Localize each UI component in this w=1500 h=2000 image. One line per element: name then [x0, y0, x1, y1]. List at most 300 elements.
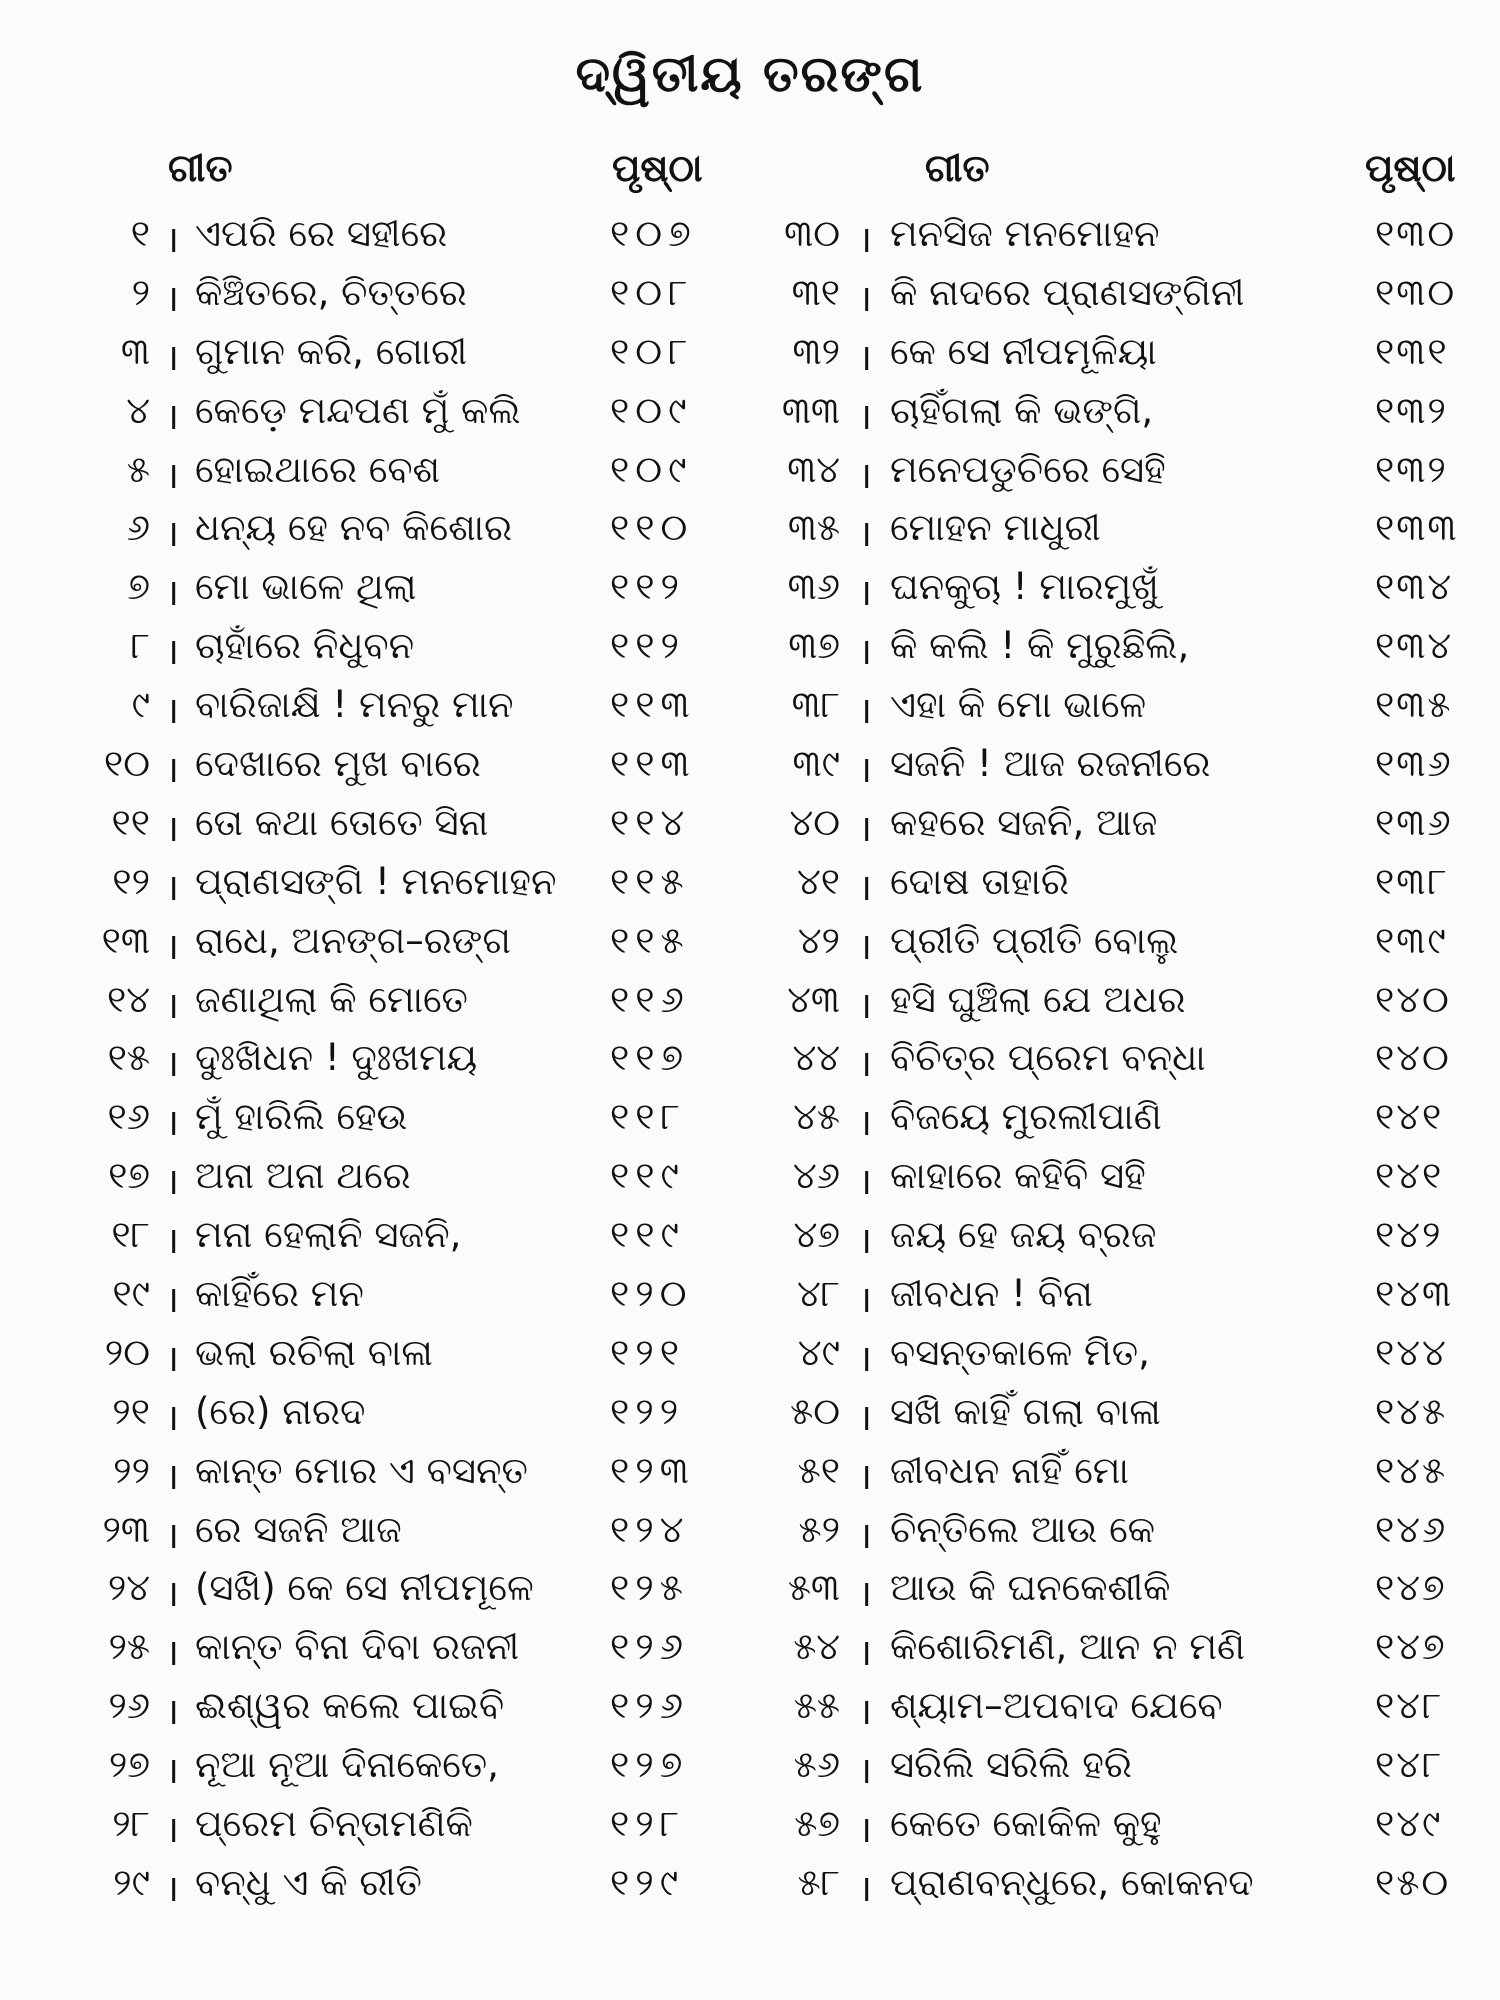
- toc-entry: [760, 1558, 1490, 1617]
- entry-page-number: ୧୨୭: [610, 1743, 689, 1787]
- entry-song-title: ଚାହିଁଗଲା କି ଭଙ୍ଗି,: [890, 388, 1154, 432]
- entry-number: ୨୧: [112, 1389, 150, 1433]
- toc-entry: [40, 440, 770, 499]
- entry-page-number: ୧୦୯: [610, 447, 693, 491]
- entry-song-title: ସଖି କାହିଁ ଗଲା ବାଳା: [890, 1389, 1161, 1433]
- entry-song-title: ଚାହାଁରେ ନିଧୁବନ: [195, 624, 415, 668]
- entry-song-title: ପ୍ରେମ ଚିନ୍ତାମଣିକି: [195, 1802, 473, 1846]
- toc-entry: [760, 911, 1490, 970]
- entry-number: ୩୮: [791, 683, 840, 727]
- entry-separator: ।: [858, 983, 873, 1027]
- toc-entry: [40, 1264, 770, 1323]
- entry-page-number: ୧୧୪: [610, 800, 691, 844]
- toc-entry: [40, 204, 770, 263]
- entry-page-number: ୧୩୦: [1375, 212, 1457, 255]
- entry-number: ୧୬: [107, 1095, 150, 1139]
- entry-page-number: ୧୧୯: [610, 1154, 685, 1198]
- toc-entry: [760, 204, 1490, 263]
- toc-entry: [760, 381, 1490, 440]
- entry-separator: ।: [858, 276, 873, 320]
- toc-entry: [40, 322, 770, 381]
- entry-page-number: ୧୩୬: [1375, 800, 1453, 844]
- entry-page-number: ୧୪୭: [1375, 1625, 1447, 1669]
- entry-number: ୪୨: [797, 918, 840, 962]
- entry-song-title: ଅନା ଅନା ଥରେ: [195, 1154, 411, 1198]
- entry-page-number: ୧୪୫: [1375, 1389, 1448, 1433]
- toc-entry: [760, 1500, 1490, 1559]
- entry-song-title: ଦୋଷ ତାହାରି: [890, 859, 1069, 903]
- entry-song-title: ମୁଁ ହାରିଲି ହେଉ: [195, 1095, 408, 1139]
- entry-page-number: ୧୧୩: [610, 683, 696, 727]
- entry-number: ୫୧: [797, 1448, 840, 1492]
- entry-separator: ।: [165, 1160, 180, 1204]
- toc-entry: [760, 1676, 1490, 1735]
- entry-separator: ।: [165, 1808, 180, 1852]
- entry-page-number: ୧୨୯: [610, 1860, 685, 1904]
- toc-entry: [40, 1323, 770, 1382]
- toc-entry: [40, 1676, 770, 1735]
- toc-entry: [760, 1735, 1490, 1794]
- entry-song-title: ସରିଲି ସରିଲି ହରି: [890, 1743, 1132, 1787]
- entry-number: ୪: [126, 388, 150, 432]
- toc-entry: [40, 1087, 770, 1146]
- entry-number: ୫୪: [793, 1625, 840, 1669]
- entry-song-title: କେଡ଼େ ମନ୍ଦପଣ ମୁଁ କଲି: [195, 388, 521, 432]
- entry-number: ୭: [127, 565, 150, 609]
- toc-entry: [40, 1146, 770, 1205]
- toc-entry: [760, 852, 1490, 911]
- entry-separator: ।: [165, 218, 180, 261]
- entry-song-title: ତୋ କଥା ତୋତେ ସିନା: [195, 800, 489, 844]
- entry-page-number: ୧୧୨: [610, 624, 685, 668]
- entry-number: ୩୫: [787, 506, 840, 550]
- entry-page-number: ୧୦୮: [610, 270, 694, 314]
- entry-number: ୩: [120, 329, 150, 373]
- entry-page-number: ୧୩୨: [1375, 447, 1448, 491]
- entry-separator: ।: [858, 630, 873, 674]
- entry-page-number: ୧୨୧: [610, 1330, 685, 1374]
- entry-page-number: ୧୪୦: [1375, 977, 1451, 1021]
- toc-entry: [40, 734, 770, 793]
- entry-separator: ।: [858, 1278, 873, 1322]
- entry-separator: ।: [165, 276, 180, 320]
- entry-number: ୧୧: [111, 800, 150, 844]
- entry-separator: ।: [165, 1866, 180, 1910]
- entry-song-title: ହସି ଘୁଞ୍ଚିଲା ଯେ ଅଧର: [890, 977, 1186, 1021]
- entry-song-title: ମୋ ଭାଳେ ଥିଲା: [195, 565, 417, 609]
- entry-number: ୪୯: [797, 1330, 840, 1374]
- toc-entry: [40, 1853, 770, 1912]
- entry-separator: ।: [858, 335, 873, 379]
- toc-entry: [760, 1264, 1490, 1323]
- toc-entry: [760, 263, 1490, 322]
- entry-number: ୧୭: [108, 1154, 150, 1198]
- entry-number: ୨୦: [104, 1330, 150, 1374]
- entry-page-number: ୧୦୭: [610, 212, 697, 255]
- toc-entry: [40, 616, 770, 675]
- entry-separator: ।: [165, 1572, 180, 1616]
- entry-page-number: ୧୪୭: [1375, 1566, 1447, 1610]
- toc-entry: [760, 1323, 1490, 1382]
- entry-separator: ।: [858, 453, 873, 497]
- entry-number: ୨୮: [112, 1802, 150, 1846]
- entry-page-number: ୧୫୦: [1375, 1860, 1451, 1904]
- toc-entry: [760, 440, 1490, 499]
- entry-song-title: ବିଚିତ୍ର ପ୍ରେମ ବନ୍ଧା: [890, 1036, 1206, 1080]
- column-header: [40, 140, 770, 204]
- toc-entry: [760, 1146, 1490, 1205]
- entry-separator: ।: [165, 1278, 180, 1322]
- toc-entry: [760, 1441, 1490, 1500]
- entry-separator: ।: [858, 1808, 873, 1852]
- toc-entry: [760, 557, 1490, 616]
- entry-separator: ।: [858, 806, 873, 850]
- toc-list: [40, 204, 770, 1912]
- entry-separator: ।: [165, 630, 180, 674]
- entry-number: ୪୬: [793, 1154, 840, 1198]
- page-header: ପୃଷ୍ଠା: [612, 146, 703, 190]
- entry-number: ୧୪: [107, 977, 150, 1021]
- entry-song-title: ଦୁଃଖିଧନ ! ଦୁଃଖମୟ: [195, 1036, 478, 1080]
- entry-page-number: ୧୪୬: [1375, 1507, 1448, 1551]
- entry-number: ୨୫: [108, 1625, 150, 1669]
- toc-entry: [760, 793, 1490, 852]
- entry-page-number: ୧୪୧: [1375, 1154, 1444, 1198]
- entry-page-number: ୧୨୮: [610, 1802, 686, 1846]
- entry-page-number: ୧୦୮: [610, 329, 694, 373]
- entry-separator: ।: [165, 571, 180, 615]
- entry-separator: ।: [858, 1160, 873, 1204]
- entry-song-title: ବନ୍ଧୁ ଏ କି ରୀତି: [195, 1860, 422, 1904]
- entry-song-title: ସଜନି ! ଆଜ ରଜନୀରେ: [890, 742, 1211, 786]
- entry-page-number: ୧୧୮: [610, 1095, 686, 1139]
- entry-song-title: ପ୍ରାଣସଙ୍ଗି ! ମନମୋହନ: [195, 859, 557, 903]
- toc-entry: [40, 1441, 770, 1500]
- entry-number: ୩୦: [784, 212, 840, 255]
- toc-list: [760, 204, 1490, 1912]
- entry-song-title: କହରେ ସଜନି, ଆଜ: [890, 800, 1158, 844]
- entry-song-title: କାନ୍ତ ବିନା ଦିବା ରଜନୀ: [195, 1625, 520, 1669]
- entry-song-title: ଏହା କି ମୋ ଭାଳେ: [890, 683, 1147, 727]
- entry-number: ୨: [131, 270, 150, 314]
- entry-page-number: ୧୪୮: [1375, 1684, 1444, 1728]
- toc-entry: [760, 616, 1490, 675]
- entry-separator: ।: [858, 924, 873, 968]
- entry-song-title: ମନା ହେଲାନି ସଜନି,: [195, 1213, 462, 1257]
- entry-number: ୧୫: [107, 1036, 150, 1080]
- toc-entry: [40, 1617, 770, 1676]
- entry-song-title: କିଞ୍ଚିତରେ, ଚିତ୍ତରେ: [195, 270, 467, 314]
- entry-number: ୨୯: [113, 1860, 150, 1904]
- entry-song-title: ଭଲା ରଚିଲା ବାଳା: [195, 1330, 433, 1374]
- entry-number: ୩୩: [781, 388, 840, 432]
- entry-song-title: କି କଲି ! କି ମୁରୁଛିଲି,: [890, 624, 1190, 668]
- page-header: ପୃଷ୍ଠା: [1365, 146, 1456, 190]
- entry-page-number: ୧୧୩: [610, 742, 696, 786]
- entry-number: ୫୭: [794, 1802, 840, 1846]
- entry-song-title: କେ ସେ ନୀପମୂଳିୟା: [890, 329, 1157, 373]
- toc-entry: [40, 1558, 770, 1617]
- entry-separator: ।: [858, 1219, 873, 1263]
- toc-entry: [40, 911, 770, 970]
- entry-number: ୪୩: [787, 977, 840, 1021]
- entry-number: ୪୧: [797, 859, 840, 903]
- entry-page-number: ୧୪୨: [1375, 1213, 1443, 1257]
- song-header: ଗୀତ: [168, 146, 233, 190]
- entry-number: ୨୪: [107, 1566, 150, 1610]
- entry-number: ୮: [130, 624, 150, 668]
- entry-number: ୨୬: [108, 1684, 150, 1728]
- entry-song-title: ଜୀବଧନ ନାହିଁ ମୋ: [890, 1448, 1129, 1492]
- entry-number: ୪୮: [796, 1272, 840, 1316]
- entry-separator: ।: [165, 1395, 180, 1439]
- entry-song-title: ପ୍ରୀତି ପ୍ରୀତି ବୋଲୁ: [890, 918, 1179, 962]
- toc-entry: [40, 793, 770, 852]
- entry-number: ୫୩: [787, 1566, 840, 1610]
- entry-number: ୬: [126, 506, 150, 550]
- toc-entry: [760, 1087, 1490, 1146]
- entry-page-number: ୧୩୦: [1375, 270, 1457, 314]
- toc-entry: [40, 1500, 770, 1559]
- entry-song-title: କିଶୋରିମଣି, ଆନ ନ ମଣି: [890, 1625, 1246, 1669]
- toc-entry: [40, 1028, 770, 1087]
- column-header: [760, 140, 1490, 204]
- entry-separator: ।: [858, 1395, 873, 1439]
- entry-song-title: କାହାରେ କହିବି ସହି: [890, 1154, 1146, 1198]
- toc-entry: [40, 557, 770, 616]
- entry-song-title: ବସନ୍ତକାଳେ ମିତ,: [890, 1330, 1150, 1374]
- entry-song-title: ଜୀବଧନ ! ବିନା: [890, 1272, 1093, 1316]
- entry-number: ୨୨: [113, 1448, 150, 1492]
- entry-number: ୩୭: [788, 624, 840, 668]
- entry-number: ୩୬: [787, 565, 840, 609]
- entry-song-title: ଏପରି ରେ ସହୀରେ: [195, 212, 448, 255]
- entry-number: ୩୧: [791, 270, 840, 314]
- entry-page-number: ୧୨୬: [610, 1625, 689, 1669]
- entry-separator: ।: [858, 1101, 873, 1145]
- entry-page-number: ୧୪୦: [1375, 1036, 1451, 1080]
- entry-song-title: ଆଉ କି ଘନକେଶୀକି: [890, 1566, 1171, 1610]
- entry-page-number: ୧୧୬: [610, 977, 690, 1021]
- toc-entry: [760, 1028, 1490, 1087]
- entry-separator: ।: [165, 512, 180, 556]
- toc-entry: [760, 970, 1490, 1029]
- entry-number: ୪୦: [789, 800, 840, 844]
- entry-page-number: ୧୩୩: [1375, 506, 1459, 550]
- entry-separator: ।: [858, 1572, 873, 1616]
- entry-page-number: ୧୩୨: [1375, 388, 1448, 432]
- toc-entry: [40, 381, 770, 440]
- entry-page-number: ୧୨୩: [610, 1448, 695, 1492]
- entry-song-title: ରାଧେ, ଅନଙ୍ଗ–ରଙ୍ଗ: [195, 918, 511, 962]
- toc-entry: [760, 1853, 1490, 1912]
- entry-song-title: ଧନ୍ୟ ହେ ନବ କିଶୋର: [195, 506, 513, 550]
- entry-page-number: ୧୩୮: [1375, 859, 1449, 903]
- toc-column-right: [760, 140, 1490, 1912]
- entry-number: ୫୦: [790, 1389, 840, 1433]
- entry-song-title: ପ୍ରାଣବନ୍ଧୁରେ, କୋକନଦ: [890, 1860, 1254, 1904]
- entry-song-title: ଜୟ ହେ ଜୟ ବ୍ରଜ: [890, 1213, 1157, 1257]
- entry-page-number: ୧୨୨: [610, 1389, 685, 1433]
- toc-entry: [760, 1794, 1490, 1853]
- entry-song-title: ମୋହନ ମାଧୁରୀ: [890, 506, 1101, 550]
- entry-number: ୩୪: [787, 447, 840, 491]
- entry-page-number: ୧୪୯: [1375, 1802, 1443, 1846]
- toc-entry: [40, 970, 770, 1029]
- toc-entry: [40, 675, 770, 734]
- entry-page-number: ୧୧୭: [610, 1036, 690, 1080]
- entry-number: ୪୭: [793, 1213, 840, 1257]
- entry-number: ୨୩: [102, 1507, 150, 1551]
- entry-number: ୪୫: [793, 1095, 840, 1139]
- entry-separator: ।: [858, 748, 873, 792]
- toc-entry: [40, 498, 770, 557]
- entry-number: ୧୮: [111, 1213, 150, 1257]
- entry-separator: ।: [165, 1690, 180, 1734]
- entry-song-title: ଚିନ୍ତିଲେ ଆଉ କେ: [890, 1507, 1155, 1551]
- entry-page-number: ୧୨୬: [610, 1684, 689, 1728]
- entry-separator: ।: [165, 1219, 180, 1263]
- entry-page-number: ୧୦୯: [610, 388, 693, 432]
- entry-page-number: ୧୩୯: [1375, 918, 1448, 962]
- entry-page-number: ୧୩୬: [1375, 742, 1453, 786]
- toc-entry: [760, 1617, 1490, 1676]
- entry-number: ୧୯: [112, 1272, 150, 1316]
- toc-entry: [760, 1205, 1490, 1264]
- entry-song-title: ବିଜୟେ ମୁରଲୀପାଣି: [890, 1095, 1162, 1139]
- entry-song-title: ଶ୍ୟାମ–ଅପବାଦ ଯେବେ: [890, 1684, 1223, 1728]
- entry-page-number: ୧୧୫: [610, 859, 690, 903]
- entry-separator: ।: [165, 748, 180, 792]
- entry-separator: ।: [858, 689, 873, 733]
- toc-entry: [760, 498, 1490, 557]
- entry-number: ୫୮: [797, 1860, 840, 1904]
- toc-entry: [760, 1382, 1490, 1441]
- entry-number: ୪୪: [792, 1036, 840, 1080]
- entry-separator: ।: [165, 1454, 180, 1498]
- entry-separator: ।: [858, 218, 873, 261]
- entry-number: ୩୨: [792, 329, 840, 373]
- entry-separator: ।: [165, 1042, 180, 1086]
- entry-number: ୨୭: [108, 1743, 150, 1787]
- entry-separator: ।: [858, 571, 873, 615]
- entry-page-number: ୧୪୧: [1375, 1095, 1444, 1139]
- entry-page-number: ୧୩୪: [1375, 624, 1454, 668]
- entry-page-number: ୧୧୯: [610, 1213, 685, 1257]
- entry-separator: ।: [165, 865, 180, 909]
- entry-separator: ।: [165, 983, 180, 1027]
- entry-separator: ।: [165, 335, 180, 379]
- entry-separator: ।: [858, 1513, 873, 1557]
- toc-column-left: [40, 140, 770, 1912]
- entry-separator: ।: [165, 924, 180, 968]
- entry-song-title: ଘନକୁଚା ! ମାରମୁଖୁଁ: [890, 565, 1159, 609]
- entry-song-title: (ସଖି) କେ ସେ ନୀପମୂଳେ: [195, 1566, 534, 1610]
- entry-number: ୧୦: [103, 742, 150, 786]
- entry-page-number: ୧୩୫: [1375, 683, 1453, 727]
- entry-number: ୧: [130, 212, 150, 255]
- entry-separator: ।: [165, 806, 180, 850]
- toc-entry: [40, 1205, 770, 1264]
- entry-number: ୫୨: [798, 1507, 840, 1551]
- entry-page-number: ୧୪୮: [1375, 1743, 1444, 1787]
- entry-page-number: ୧୨୪: [610, 1507, 690, 1551]
- entry-page-number: ୧୪୪: [1375, 1330, 1448, 1374]
- entry-separator: ।: [858, 512, 873, 556]
- entry-number: ୩୯: [792, 742, 840, 786]
- song-header: ଗୀତ: [925, 146, 990, 190]
- toc-entry: [40, 1794, 770, 1853]
- toc-entry: [40, 263, 770, 322]
- entry-separator: ।: [858, 1690, 873, 1734]
- page-title: ଦ୍ୱିତୀୟ ତରଙ୍ଗ: [575, 45, 925, 103]
- entry-separator: ।: [858, 394, 873, 438]
- entry-separator: ।: [165, 1336, 180, 1380]
- entry-separator: ।: [165, 1101, 180, 1145]
- entry-song-title: ବାରିଜାକ୍ଷି ! ମନରୁ ମାନ: [195, 683, 514, 727]
- entry-page-number: ୧୩୧: [1375, 329, 1449, 373]
- entry-separator: ।: [858, 1631, 873, 1675]
- entry-song-title: ରେ ସଜନି ଆଜ: [195, 1507, 402, 1551]
- entry-separator: ।: [165, 1513, 180, 1557]
- toc-entry: [760, 322, 1490, 381]
- entry-separator: ।: [858, 1749, 873, 1793]
- entry-page-number: ୧୨୫: [610, 1566, 689, 1610]
- entry-page-number: ୧୪୫: [1375, 1448, 1448, 1492]
- entry-song-title: କି ନାଦରେ ପ୍ରାଣସଙ୍ଗିନୀ: [890, 270, 1245, 314]
- entry-song-title: ହୋଇଥାରେ ବେଶ: [195, 447, 441, 491]
- entry-song-title: ଦେଖାରେ ମୁଖ ବାରେ: [195, 742, 481, 786]
- entry-number: ୫: [126, 447, 150, 491]
- entry-song-title: କାନ୍ତ ମୋର ଏ ବସନ୍ତ: [195, 1448, 528, 1492]
- entry-number: ୧୩: [101, 918, 150, 962]
- entry-song-title: ମନସିଜ ମନମୋହନ: [890, 212, 1160, 255]
- entry-page-number: ୧୧୨: [610, 565, 685, 609]
- entry-song-title: ମନେପଡୁଚିରେ ସେହି: [890, 447, 1166, 491]
- entry-separator: ।: [858, 1866, 873, 1910]
- entry-number: ୧୨: [112, 859, 150, 903]
- entry-number: ୫୬: [793, 1743, 840, 1787]
- toc-entry: [40, 1382, 770, 1441]
- entry-song-title: ଗୁମାନ କରି, ଗୋରୀ: [195, 329, 468, 373]
- entry-separator: ।: [858, 1454, 873, 1498]
- toc-entry: [40, 852, 770, 911]
- entry-separator: ।: [858, 1336, 873, 1380]
- entry-separator: ।: [858, 1042, 873, 1086]
- entry-page-number: ୧୪୩: [1375, 1272, 1454, 1316]
- entry-page-number: ୧୧୦: [610, 506, 694, 550]
- entry-song-title: (ରେ) ନାରଦ: [195, 1389, 366, 1433]
- entry-separator: ।: [165, 453, 180, 497]
- entry-number: ୯: [131, 683, 150, 727]
- entry-page-number: ୧୧୫: [610, 918, 690, 962]
- entry-song-title: ଜଣାଥିଲା କି ମୋତେ: [195, 977, 468, 1021]
- entry-page-number: ୧୨୦: [610, 1272, 693, 1316]
- entry-song-title: କେତେ କୋକିଳ କୁହୁ: [890, 1802, 1162, 1846]
- entry-separator: ।: [165, 1631, 180, 1675]
- entry-separator: ।: [165, 1749, 180, 1793]
- entry-separator: ।: [165, 394, 180, 438]
- entry-song-title: ନୂଆ ନୂଆ ଦିନାକେତେ,: [195, 1743, 499, 1787]
- entry-page-number: ୧୩୪: [1375, 565, 1454, 609]
- toc-entry: [40, 1735, 770, 1794]
- entry-song-title: କାହିଁରେ ମନ: [195, 1272, 364, 1316]
- entry-separator: ।: [858, 865, 873, 909]
- entry-separator: ।: [165, 689, 180, 733]
- toc-entry: [760, 675, 1490, 734]
- entry-song-title: ଈଶ୍ୱର କଲେ ପାଇବି: [195, 1684, 505, 1728]
- toc-entry: [760, 734, 1490, 793]
